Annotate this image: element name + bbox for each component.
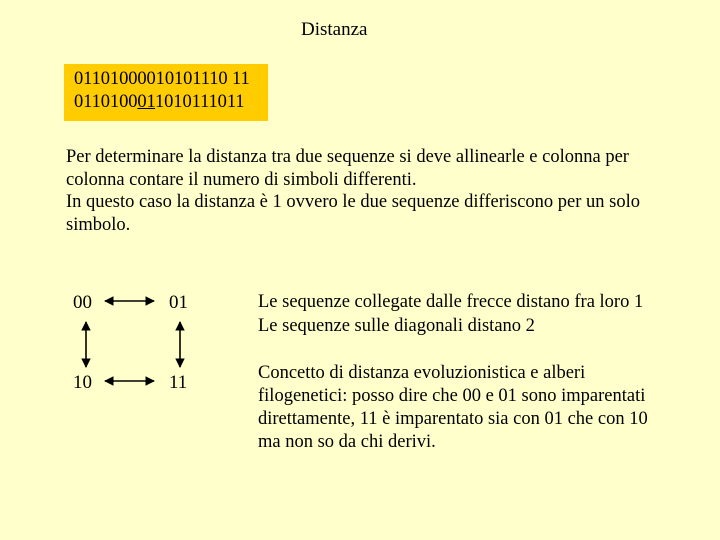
note-line: Le sequenze collegate dalle frecce distano fra loro 1 <box>258 292 644 312</box>
paragraph-line: simbolo. <box>66 214 131 235</box>
sequence-1: 01101000010101110 11 <box>74 69 250 89</box>
node-11: 11 <box>169 372 188 393</box>
note-line: ma non so da chi derivi. <box>258 432 436 452</box>
paragraph-line: colonna contare il numero di simboli differenti. <box>66 169 417 190</box>
note-line: filogenetici: posso dire che 00 e 01 sono imparentati <box>258 386 646 406</box>
evolution-note <box>258 362 708 454</box>
paragraph-line: In questo caso la distanza è 1 ovvero le due sequenze differiscono per un solo <box>66 192 640 212</box>
node-10: 10 <box>73 372 92 393</box>
distance-note <box>258 290 708 338</box>
note-line: Concetto di distanza evoluzionistica e alberi <box>258 363 586 383</box>
sequence-2-prefix: 0110100 <box>74 92 138 112</box>
note-line: Le sequenze sulle diagonali distano 2 <box>258 316 535 336</box>
sequence-2-difference: 01 <box>137 92 155 112</box>
node-01: 01 <box>169 292 188 313</box>
slide-title: Distanza <box>301 19 368 40</box>
sequence-2-suffix: 1010111011 <box>155 92 245 112</box>
paragraph-line: Per determinare la distanza tra due sequenze si deve allinearle e colonna per <box>66 147 629 167</box>
node-00: 00 <box>73 292 92 313</box>
note-line: direttamente, 11 è imparentato sia con 01 che con 10 <box>258 409 648 429</box>
